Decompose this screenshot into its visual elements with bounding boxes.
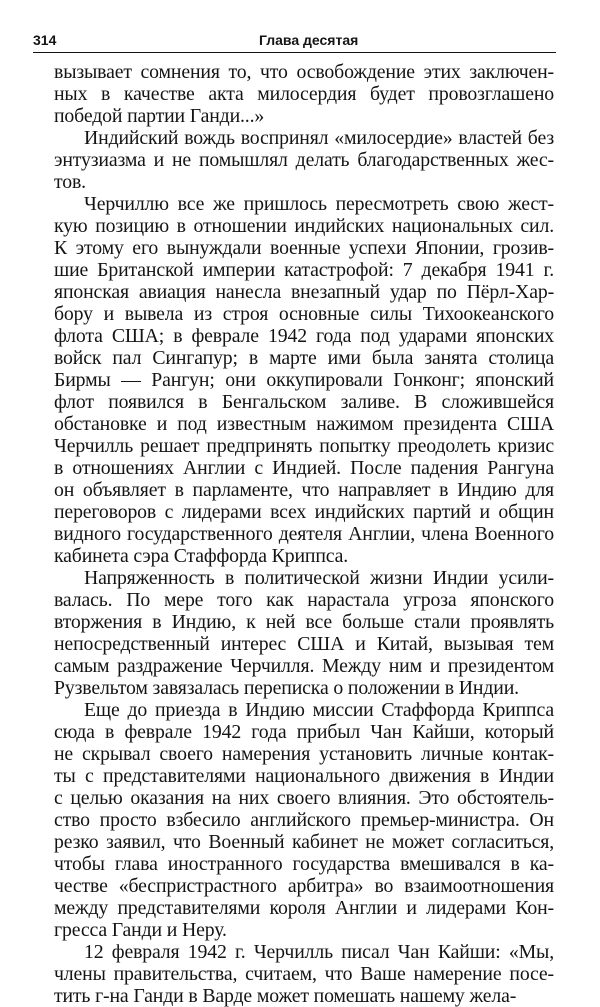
text-line: победой партии Ганди...»	[54, 105, 265, 127]
text-line: ты с представителями национального движения в Индии	[54, 765, 554, 787]
text-line: Бирмы — Рангун; они оккупировали Гонконг; японский	[54, 369, 554, 391]
text-line: переговоров с лидерами всех индийских партий и общин	[54, 501, 554, 523]
text-line: Черчилль решает предпринять попытку преодолеть кризис	[54, 435, 554, 457]
header-rule	[33, 52, 556, 53]
text-line: ных в качестве акта милосердия будет провозглашено	[54, 83, 554, 105]
text-line: видного государственного деятеля Англии, члена Военного	[54, 523, 554, 545]
text-line: честве «беспристрастного арбитра» во взаимоотношения	[54, 875, 554, 897]
text-line: тов.	[54, 171, 86, 193]
text-line: резко заявил, что Военный кабинет не может согласиться,	[54, 831, 554, 853]
text-line: войск пал Сингапур; в марте ими была занята столица	[54, 347, 554, 369]
text-line: не скрывал своего намерения установить личные контак-	[54, 743, 554, 765]
text-line: обстановке и под известным нажимом президента США	[54, 413, 554, 435]
text-line: он объявляет в парламенте, что направляет в Индию для	[54, 479, 554, 501]
text-line: кую позицию в отношении индийских национальных сил.	[54, 215, 554, 237]
text-line: непосредственный интерес США и Китай, вызывая тем	[54, 633, 554, 655]
text-line: гресса Ганди и Неру.	[54, 919, 227, 941]
text-line: японская авиация нанесла внезапный удар по Пёрл-Хар-	[54, 281, 554, 303]
text-line: вторжения в Индию, к ней все больше стали проявлять	[54, 611, 554, 633]
text-line: Напряженность в политической жизни Индии усили-	[84, 567, 554, 589]
text-line: Еще до приезда в Индию миссии Стаффорда Криппса	[84, 699, 554, 721]
text-line: Рузвельтом завязалась переписка о положении в Индии.	[54, 677, 519, 699]
text-line: 12 февраля 1942 г. Черчилль писал Чан Кайши: «Мы,	[84, 941, 554, 963]
text-line: энтузиазма и не помышлял делать благодарственных жес-	[54, 149, 554, 171]
text-line: шие Британской империи катастрофой: 7 декабря 1941 г.	[54, 259, 554, 281]
text-line: флот появился в Бенгальском заливе. В сложившейся	[54, 391, 554, 413]
text-line: сюда в феврале 1942 года прибыл Чан Кайши, который	[54, 721, 554, 743]
text-line: члены правительства, считаем, что Ваше намерение посе-	[54, 963, 554, 985]
text-line: самым раздражение Черчилля. Между ним и президентом	[54, 655, 554, 677]
text-line: бору и вывела из строя основные силы Тихоокеанского	[54, 303, 554, 325]
text-line: тить г-на Ганди в Варде может помешать нашему жела-	[54, 985, 517, 1007]
text-line: Черчиллю все же пришлось пересмотреть свою жест-	[84, 193, 554, 215]
page-number: 314	[33, 32, 57, 48]
running-header	[33, 30, 556, 54]
text-line: с целью оказания на них своего влияния. Это обстоятель-	[54, 787, 554, 809]
text-line: кабинета сэра Стаффорда Криппса.	[54, 545, 349, 567]
text-line: флота США; в феврале 1942 года под ударами японских	[54, 325, 554, 347]
text-line: в отношениях Англии с Индией. После падения Рангуна	[54, 457, 554, 479]
text-line: ство просто взбесило английского премьер-министра. Он	[54, 809, 554, 831]
text-line: валась. По мере того как нарастала угроза японского	[54, 589, 554, 611]
text-line: между представителями короля Англии и лидерами Кон-	[54, 897, 554, 919]
text-line: чтобы глава иностранного государства вмешивался в ка-	[54, 853, 554, 875]
text-line: К этому его вынуждали военные успехи Японии, грозив-	[54, 237, 554, 259]
text-line: вызывает сомнения то, что освобождение этих заключен-	[54, 61, 554, 83]
chapter-title: Глава десятая	[259, 32, 359, 48]
text-line: Индийский вождь воспринял «милосердие» властей без	[84, 127, 554, 149]
